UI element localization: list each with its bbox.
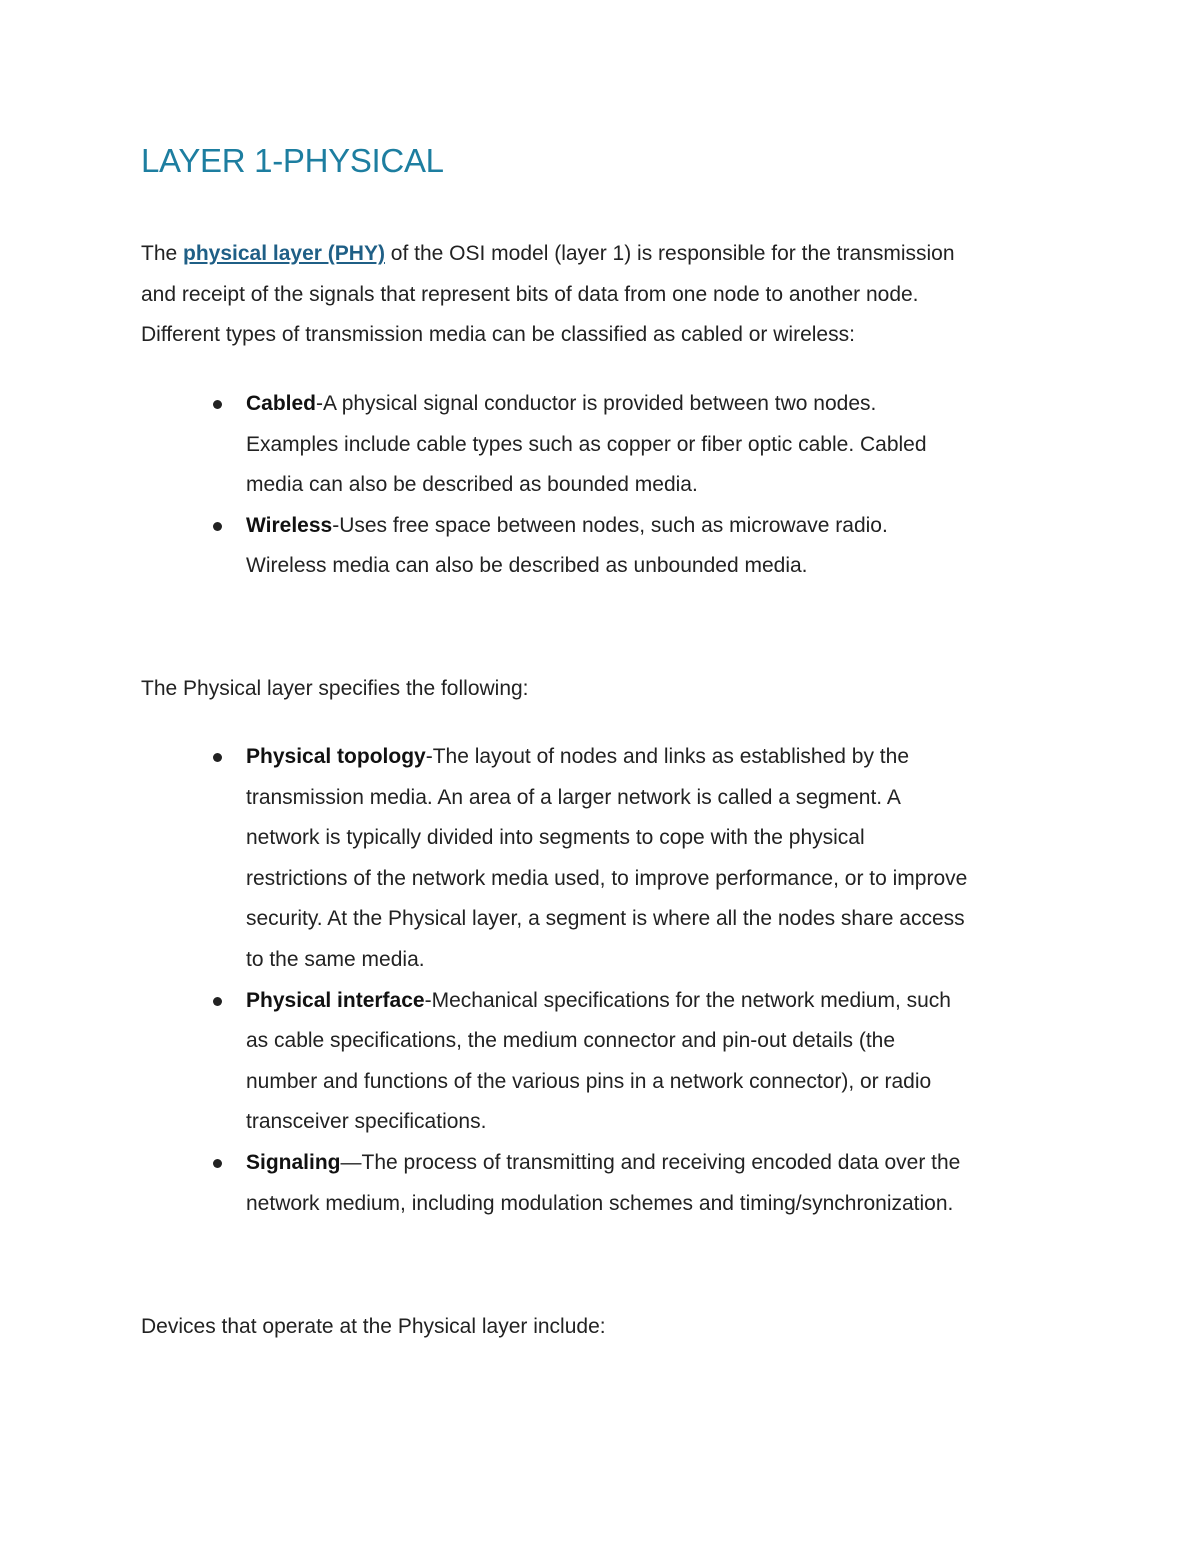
interface-line-2: as cable specifications, the medium connector and pin-out details (the [246, 1029, 896, 1053]
term-cabled: Cabled [246, 392, 317, 415]
bullet-icon [213, 753, 222, 762]
list-item-wireless [141, 506, 1061, 587]
devices-intro: Devices that operate at the Physical layer include: [141, 1315, 606, 1338]
bullet-icon [213, 522, 222, 531]
topology-line-4: restrictions of the network media used, to improve performance, or to improve [246, 866, 968, 890]
cabled-line-1 [246, 384, 1061, 425]
specifies-intro: The Physical layer specifies the following: [141, 677, 529, 700]
topology-line-6: to the same media. [246, 947, 425, 971]
list-item-physical-interface [141, 981, 1061, 1143]
page-title: LAYER 1-PHYSICAL [141, 142, 444, 179]
cabled-line-1-rest: -A physical signal conductor is provided between two nodes. [316, 392, 877, 415]
term-signaling: Signaling [246, 1150, 341, 1174]
intro-line-1-rest: of the OSI model (layer 1) is responsible for the transmission [384, 242, 955, 265]
interface-line-1-rest: -Mechanical specifications for the network medium, such [424, 988, 951, 1012]
intro-line-1 [141, 234, 1061, 275]
wireless-line-1-rest: -Uses free space between nodes, such as microwave radio. [332, 513, 888, 537]
term-physical-interface: Physical interface [246, 988, 425, 1012]
interface-line-1 [246, 981, 1061, 1022]
topology-line-5: security. At the Physical layer, a segment is where all the nodes share access [246, 907, 965, 931]
media-types-list [141, 384, 1061, 587]
interface-line-4: transceiver specifications. [246, 1110, 487, 1134]
topology-line-1-rest: -The layout of nodes and links as established by the [425, 745, 910, 768]
specifications-list [141, 737, 1061, 1224]
intro-line-3: Different types of transmission media can be classified as cabled or wireless: [141, 323, 855, 347]
topology-line-2: transmission media. An area of a larger network is called a segment. A [246, 785, 901, 809]
bullet-icon [213, 1159, 222, 1168]
topology-line-3: network is typically divided into segments to cope with the physical [246, 826, 865, 850]
wireless-line-2: Wireless media can also be described as unbounded media. [246, 554, 808, 578]
list-item-cabled [141, 384, 1061, 506]
physical-layer-link[interactable]: physical layer (PHY) [183, 242, 385, 265]
bullet-icon [213, 997, 222, 1006]
intro-lead: The [141, 242, 184, 265]
interface-line-3: number and functions of the various pins in a network connector), or radio [246, 1069, 932, 1093]
cabled-line-2: Examples include cable types such as copper or fiber optic cable. Cabled [246, 432, 927, 456]
list-item-signaling [141, 1143, 1061, 1224]
intro-line-2: and receipt of the signals that represent bits of data from one node to another node. [141, 282, 919, 306]
intro-paragraph [141, 234, 1061, 356]
topology-line-1 [246, 737, 1061, 778]
signaling-line-1-rest: —The process of transmitting and receiving encoded data over the [340, 1150, 961, 1174]
term-wireless: Wireless [246, 513, 333, 537]
signaling-line-2: network medium, including modulation schemes and timing/synchronization. [246, 1191, 954, 1215]
cabled-line-3: media can also be described as bounded media. [246, 473, 698, 497]
term-physical-topology: Physical topology [246, 745, 426, 768]
list-item-physical-topology [141, 737, 1061, 981]
wireless-line-1 [246, 506, 1061, 547]
signaling-line-1 [246, 1143, 1061, 1184]
bullet-icon [213, 400, 222, 409]
